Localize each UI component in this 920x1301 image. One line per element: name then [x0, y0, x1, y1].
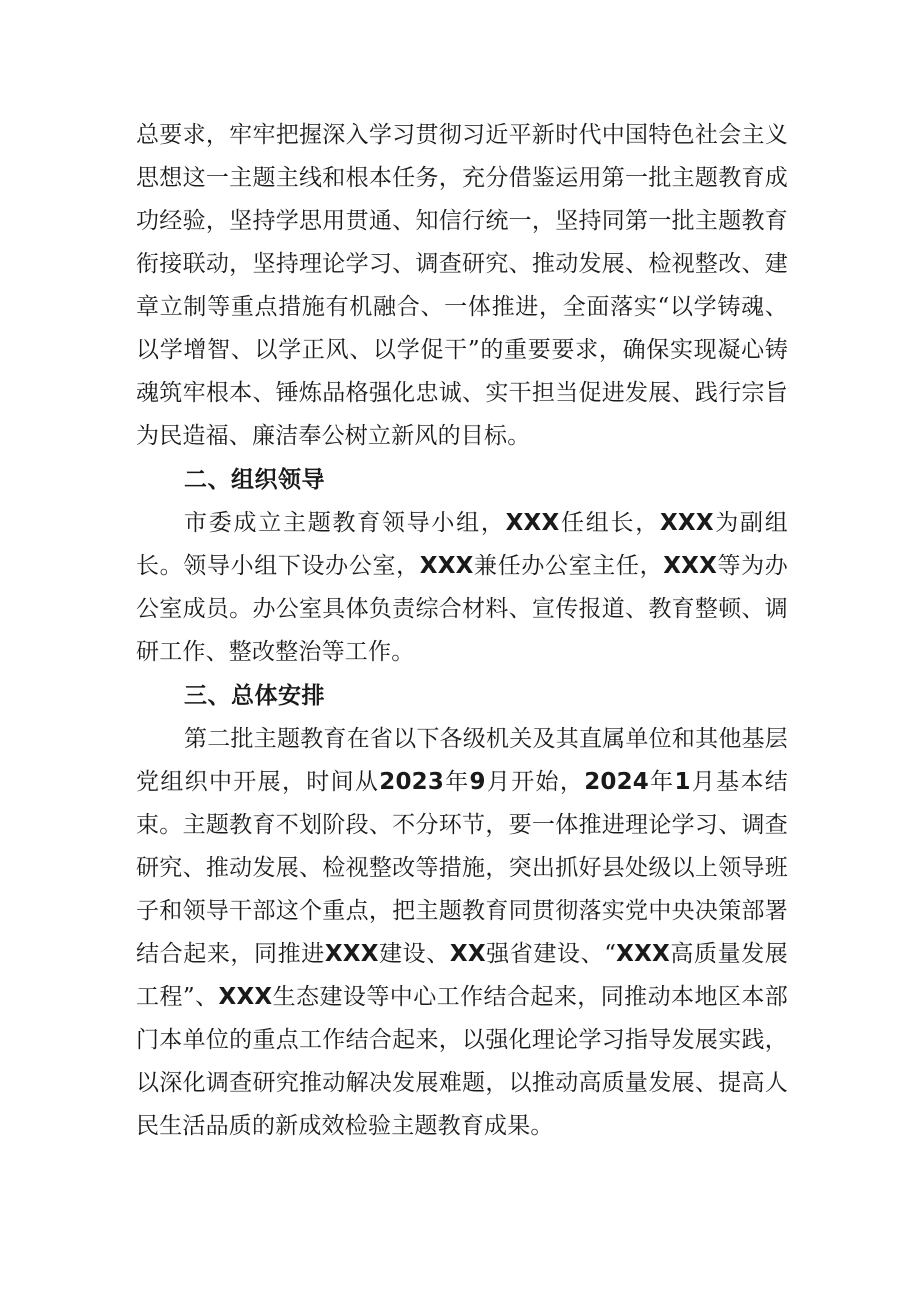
placeholder-name: XXX: [616, 941, 670, 967]
document-page: [136, 114, 788, 1148]
text-segment: 市委成立主题教育领导小组，: [184, 510, 506, 536]
placeholder-name: XXX: [419, 553, 474, 579]
text-segment: 年: [649, 769, 675, 795]
year-value: 2024: [584, 769, 650, 795]
placeholder-name: XXX: [659, 510, 714, 536]
text-segment: 强省建设、“: [485, 941, 617, 967]
organization-paragraph: [136, 502, 788, 674]
intro-paragraph: 总要求，牢牢把握深入学习贯彻习近平新时代中国特色社会主义思想这一主题主线和根本任务，充分借鉴运用第一批主题教育成功经验，坚持学思用贯通、知信行统一，坚持同第一批主题教育衔接联动，坚持理论学习、调查研究、推动发展、检视整改、建章立制等重点措施有机融合、一体推进，全面落实“以学铸魂、以学增智、以学正风、以学促干”的重要要求，确保实现凝心铸魂筑牢根本、锤炼品格强化忠诚、实干担当促进发展、践行宗旨为民造福、廉洁奉公树立新风的目标。: [136, 122, 788, 449]
section-heading-arrangement: 三、总体安排: [184, 683, 325, 709]
text-segment: 第二批主题教育在省以下各级机关及其直属单位和其他基层党组织中开展，时间从: [136, 726, 788, 795]
text-segment: 建设、: [378, 941, 450, 967]
text-segment: 为副组长。领导小组下设办公室，: [136, 510, 788, 579]
placeholder-name: XXX: [663, 553, 718, 579]
placeholder-name: XXX: [218, 984, 273, 1010]
month-value: 1: [674, 769, 691, 795]
text-segment: 年: [444, 769, 470, 795]
text-segment: 生态建设等中心工作结合起来，同推动本地区本部门本单位的重点工作结合起来，以强化理论学习指导发展实践，以深化调查研究推动解决发展难题，以推动高质量发展、提高人民生活品质的新成效检验主题教育成果。: [136, 984, 788, 1139]
text-segment: 兼任办公室主任，: [473, 553, 664, 579]
section-heading-organization: 二、组织领导: [184, 467, 325, 493]
text-segment: 月基本结束。主题教育不划阶段、不分环节，要一体推进理论学习、调查研究、推动发展、检视整改等措施，突出抓好县处级以上领导班子和领导干部这个重点，把主题教育同贯彻落实党中央决策部署结合起来，同推进: [136, 769, 788, 967]
text-segment: 任组长，: [559, 510, 660, 536]
text-segment: 月开始，: [485, 769, 585, 795]
placeholder-name: XXX: [505, 510, 560, 536]
year-value: 2023: [379, 769, 445, 795]
text-segment: 高质量发展工程”、: [136, 941, 788, 1010]
arrangement-paragraph: [136, 718, 788, 1148]
text-segment: 等为办公室成员。办公室具体负责综合材料、宣传报道、教育整顿、调研工作、整改整治等工作。: [136, 553, 788, 665]
placeholder-name: XXX: [324, 941, 379, 967]
month-value: 9: [469, 769, 486, 795]
placeholder-name: XX: [449, 941, 486, 967]
